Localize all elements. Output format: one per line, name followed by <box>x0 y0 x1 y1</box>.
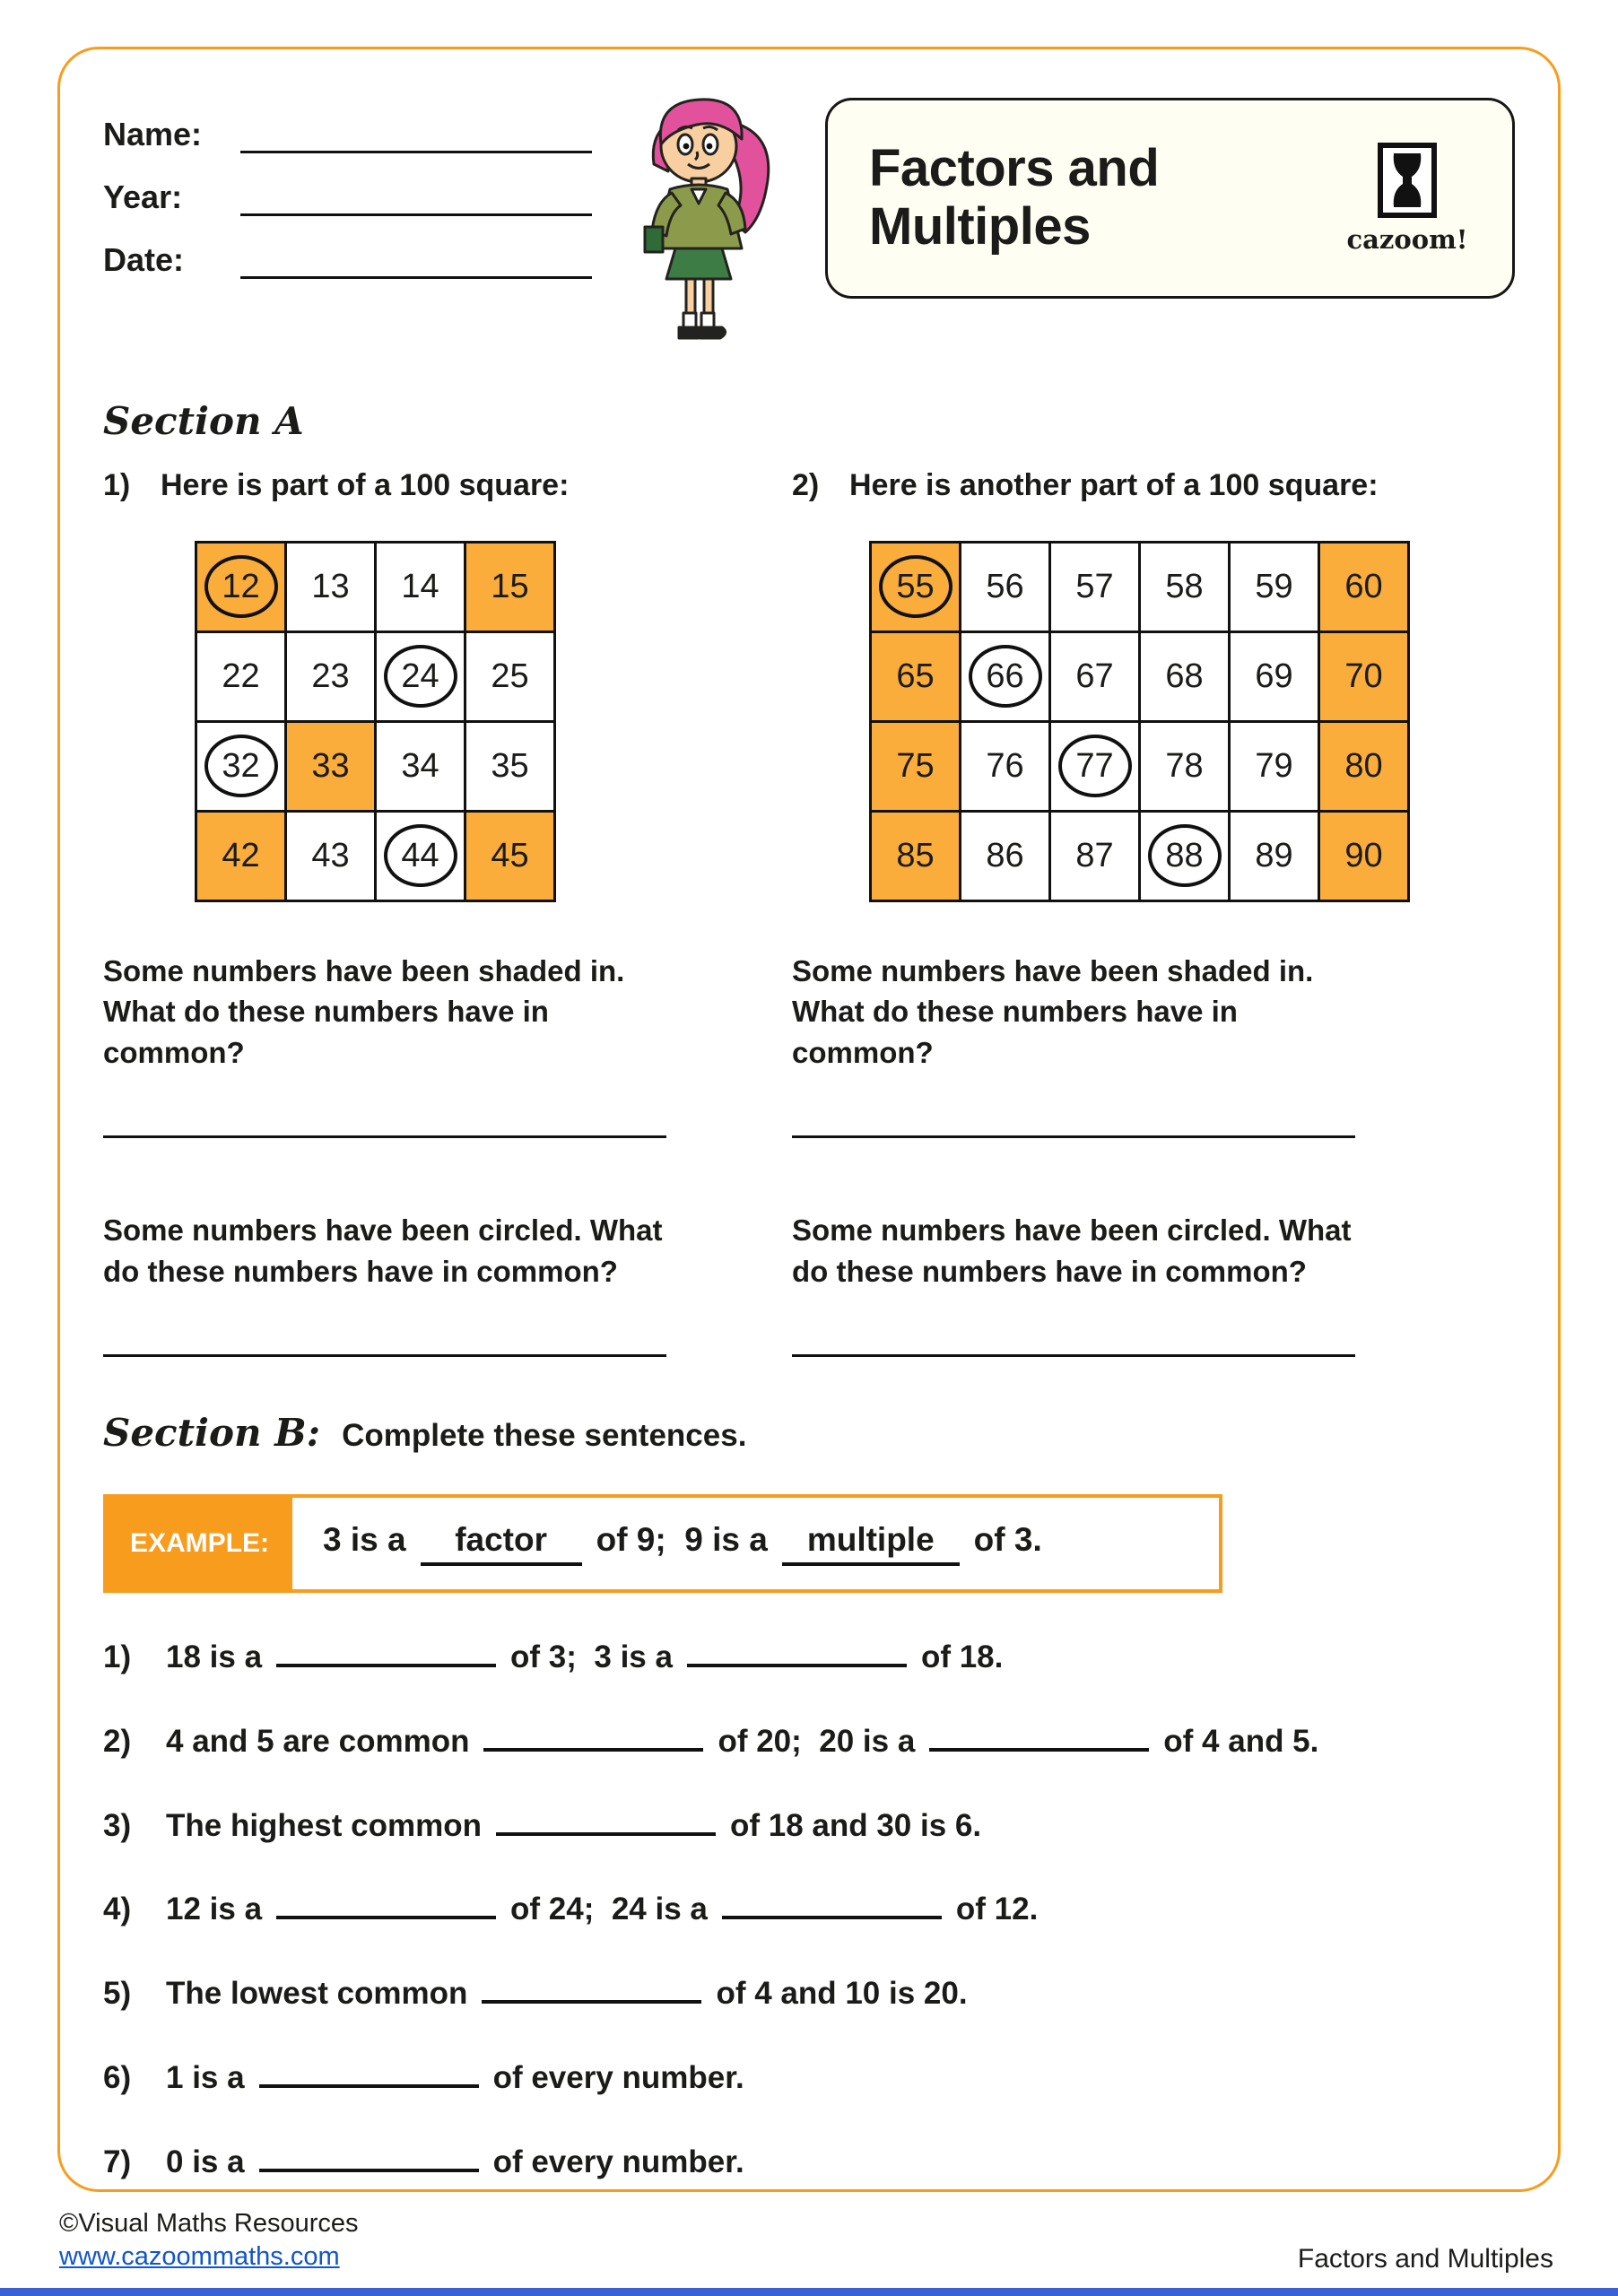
sentence-text: 3 is a <box>323 1521 406 1559</box>
sentence-body <box>166 1722 1318 1761</box>
sentence-text: The highest common <box>166 1807 482 1843</box>
copyright-text: ©Visual Maths Resources <box>59 2208 359 2238</box>
sentence-7 <box>103 2143 1515 2182</box>
grid-cell-59 <box>1231 544 1320 633</box>
grid-cell-23 <box>287 633 377 723</box>
sentence-text: of 4 and 10 is 20. <box>716 1976 968 2012</box>
example-sentence <box>323 1512 1042 1575</box>
website-link[interactable]: www.cazoommaths.com <box>59 2242 340 2272</box>
section-b-heading: Section B: <box>103 1411 321 1456</box>
question-1 <box>103 466 792 1357</box>
example-label: EXAMPLE: <box>107 1498 292 1589</box>
circle-mark <box>384 824 457 887</box>
title-box <box>825 98 1515 299</box>
sentence-text: of 3. <box>973 1521 1042 1559</box>
section-a-heading: Section A <box>103 399 304 443</box>
grid-number: 89 <box>1255 836 1293 874</box>
grid-number: 45 <box>491 836 529 874</box>
grid-number: 58 <box>1165 567 1204 605</box>
answer-blank <box>259 2083 479 2088</box>
grid-number: 85 <box>896 836 935 874</box>
grid-number: 42 <box>222 836 260 874</box>
grid-number: 25 <box>491 657 529 695</box>
grid-number: 78 <box>1165 746 1204 785</box>
cazoom-logo-icon <box>1378 206 1437 222</box>
grid-cell-67 <box>1051 633 1141 723</box>
grid-cell-90 <box>1320 813 1410 902</box>
grid-cell-12 <box>197 544 287 633</box>
grid-number: 65 <box>896 657 935 695</box>
sentence-4 <box>103 1890 1515 1929</box>
section-b-instruction: Complete these sentences. <box>342 1418 747 1454</box>
grid-number: 59 <box>1255 567 1293 605</box>
circle-mark <box>1058 735 1132 797</box>
sentence-number: 4) <box>103 1892 132 1927</box>
grid-cell-35 <box>466 723 556 813</box>
grid-number: 55 <box>896 567 935 605</box>
grid-cell-25 <box>466 633 556 723</box>
circle-mark <box>1148 824 1222 887</box>
sentence-text: of 12. <box>955 1892 1039 1927</box>
grid-number: 35 <box>491 746 529 785</box>
grid-number: 12 <box>222 567 260 605</box>
grid-number: 44 <box>401 836 439 874</box>
circle-mark <box>969 645 1042 708</box>
grid-number: 70 <box>1344 657 1383 695</box>
grid-cell-56 <box>961 544 1051 633</box>
grid-number: 14 <box>401 567 439 605</box>
grid-cell-13 <box>287 544 377 633</box>
grid-cell-87 <box>1051 813 1141 902</box>
year-line <box>240 180 592 216</box>
grid-cell-45 <box>466 813 556 902</box>
grid-number: 13 <box>311 567 350 605</box>
answer-blank <box>687 1663 907 1667</box>
answer-blank <box>496 1831 716 1836</box>
grid-number: 79 <box>1255 746 1293 785</box>
question-2 <box>792 466 1515 1357</box>
sentence-text: 4 and 5 are common <box>166 1723 470 1759</box>
grid-cell-65 <box>872 633 961 723</box>
circle-mark <box>204 555 278 618</box>
sentence-5 <box>103 1974 1515 2013</box>
grid-number: 90 <box>1344 836 1383 874</box>
sentence-number: 6) <box>103 2059 132 2095</box>
grid-number: 69 <box>1255 657 1293 695</box>
grid-number: 43 <box>311 836 350 874</box>
bottom-edge-bar <box>0 2288 1618 2296</box>
sentence-text: 0 is a <box>166 2144 245 2179</box>
number-grid-1 <box>195 541 556 902</box>
sentence-text: of 18 and 30 is 6. <box>729 1807 982 1843</box>
grid-number: 68 <box>1165 657 1204 695</box>
grid-cell-66 <box>961 633 1051 723</box>
girl-illustration <box>592 89 818 354</box>
name-label: Name: <box>103 116 203 152</box>
grid-cell-44 <box>377 813 466 902</box>
sentence-body <box>166 1806 981 1846</box>
grid-cell-79 <box>1231 723 1320 813</box>
example-box <box>103 1494 1222 1593</box>
sentence-text: of 3; 3 is a <box>510 1639 673 1675</box>
year-field <box>103 175 592 216</box>
sentence-1 <box>103 1638 1515 1677</box>
grid-number: 23 <box>311 657 350 695</box>
grid-cell-14 <box>377 544 466 633</box>
answer-line <box>792 1135 1355 1138</box>
grid-cell-34 <box>377 723 466 813</box>
grid-cell-77 <box>1051 723 1141 813</box>
name-field <box>103 112 592 153</box>
answer-blank <box>259 2168 479 2172</box>
sentence-text: of 4 and 5. <box>1163 1723 1319 1759</box>
sentence-body <box>166 1974 968 2013</box>
grid-number: 24 <box>401 657 439 695</box>
grid-number: 15 <box>491 567 529 605</box>
circle-mark <box>384 645 457 708</box>
grid-cell-22 <box>197 633 287 723</box>
grid-number: 86 <box>986 836 1024 874</box>
sentence-number: 7) <box>103 2144 132 2179</box>
grid-cell-86 <box>961 813 1051 902</box>
footer-worksheet-name: Factors and Multiples <box>1297 2244 1553 2274</box>
worksheet-page <box>57 47 1561 2192</box>
answer-blank <box>276 1915 496 1919</box>
grid-number: 60 <box>1344 567 1383 605</box>
sentence-body <box>166 1890 1038 1929</box>
answer-blank <box>482 1999 701 2004</box>
sentence-3 <box>103 1806 1515 1846</box>
grid-number: 75 <box>896 746 935 785</box>
sentence-2 <box>103 1722 1515 1761</box>
cazoom-logo <box>1340 143 1474 255</box>
grid-cell-80 <box>1320 723 1410 813</box>
header <box>103 98 1515 354</box>
grid-number: 32 <box>222 746 260 785</box>
date-label: Date: <box>103 241 185 278</box>
example-answer: factor <box>421 1521 582 1566</box>
circle-mark <box>879 555 953 618</box>
grid-number: 77 <box>1075 746 1114 785</box>
grid-number: 66 <box>986 657 1024 695</box>
section-a-questions <box>103 466 1515 1357</box>
grid-cell-89 <box>1231 813 1320 902</box>
worksheet-title: Factors and Multiples <box>869 139 1160 256</box>
grid-cell-69 <box>1231 633 1320 723</box>
sentence-body <box>166 2058 744 2098</box>
grid-number: 88 <box>1165 836 1204 874</box>
grid-cell-33 <box>287 723 377 813</box>
sentence-body <box>166 2143 744 2182</box>
grid-number: 34 <box>401 746 439 785</box>
grid-cell-78 <box>1141 723 1231 813</box>
sentence-number: 3) <box>103 1807 132 1843</box>
sentence-text: of 18. <box>920 1639 1004 1675</box>
circled-question-text: Some numbers have been circled. What do these numbers have in common? <box>792 1213 1352 1288</box>
sentence-number: 2) <box>103 1723 132 1759</box>
grid-number: 80 <box>1344 746 1383 785</box>
grid-cell-85 <box>872 813 961 902</box>
grid-cell-76 <box>961 723 1051 813</box>
answer-line <box>792 1354 1355 1357</box>
sentence-body <box>166 1638 1003 1677</box>
grid-cell-24 <box>377 633 466 723</box>
question-number: 2) <box>792 468 820 502</box>
question-number: 1) <box>103 468 131 502</box>
sentence-text: of every number. <box>492 2144 744 2179</box>
date-field <box>103 238 592 279</box>
section-b-head <box>103 1411 1515 1455</box>
student-fields <box>103 98 592 300</box>
shaded-question-text: Some numbers have been shaded in. What do these numbers have in common? <box>792 953 1314 1069</box>
grid-cell-88 <box>1141 813 1231 902</box>
sentence-number: 5) <box>103 1976 132 2012</box>
sentence-list <box>103 1638 1515 2181</box>
circled-question-text: Some numbers have been circled. What do these numbers have in common? <box>103 1213 663 1288</box>
grid-cell-43 <box>287 813 377 902</box>
sentence-number: 1) <box>103 1639 132 1675</box>
grid-cell-15 <box>466 544 556 633</box>
answer-blank <box>276 1663 496 1667</box>
sentence-text: The lowest common <box>166 1976 468 2012</box>
example-answer: multiple <box>782 1521 960 1566</box>
grid-cell-42 <box>197 813 287 902</box>
question-prompt: Here is part of a 100 square: <box>161 468 570 502</box>
grid-number: 57 <box>1075 567 1114 605</box>
grid-cell-58 <box>1141 544 1231 633</box>
sentence-6 <box>103 2058 1515 2098</box>
grid-cell-70 <box>1320 633 1410 723</box>
year-label: Year: <box>103 178 183 215</box>
sentence-text: 18 is a <box>166 1639 263 1675</box>
answer-blank <box>483 1747 703 1752</box>
date-line <box>240 243 592 279</box>
cazoom-logo-text: cazoom! <box>1346 223 1468 255</box>
question-1-head <box>103 466 792 505</box>
grid-number: 87 <box>1075 836 1114 874</box>
grid-number: 56 <box>986 567 1024 605</box>
grid-number: 33 <box>311 746 350 785</box>
grid-cell-32 <box>197 723 287 813</box>
answer-blank <box>722 1915 942 1919</box>
answer-blank <box>929 1747 1149 1752</box>
grid-cell-68 <box>1141 633 1231 723</box>
name-line <box>240 117 592 153</box>
grid-cell-55 <box>872 544 961 633</box>
question-2-head <box>792 466 1515 505</box>
grid-number: 76 <box>986 746 1024 785</box>
answer-line <box>103 1135 666 1138</box>
grid-cell-75 <box>872 723 961 813</box>
sentence-text: of 24; 24 is a <box>510 1892 708 1927</box>
footer-left <box>59 2207 359 2274</box>
number-grid-2 <box>869 541 1410 902</box>
grid-cell-60 <box>1320 544 1410 633</box>
sentence-text: 1 is a <box>166 2059 245 2095</box>
sentence-text: of 20; 20 is a <box>718 1723 916 1759</box>
grid-number: 22 <box>222 657 260 695</box>
answer-line <box>103 1354 666 1357</box>
question-prompt: Here is another part of a 100 square: <box>849 468 1379 502</box>
circle-mark <box>204 735 278 797</box>
grid-number: 67 <box>1075 657 1114 695</box>
sentence-text: 12 is a <box>166 1892 263 1927</box>
sentence-text: of 9; 9 is a <box>596 1521 768 1559</box>
grid-cell-57 <box>1051 544 1141 633</box>
sentence-text: of every number. <box>492 2059 744 2095</box>
shaded-question-text: Some numbers have been shaded in. What do these numbers have in common? <box>103 953 625 1069</box>
